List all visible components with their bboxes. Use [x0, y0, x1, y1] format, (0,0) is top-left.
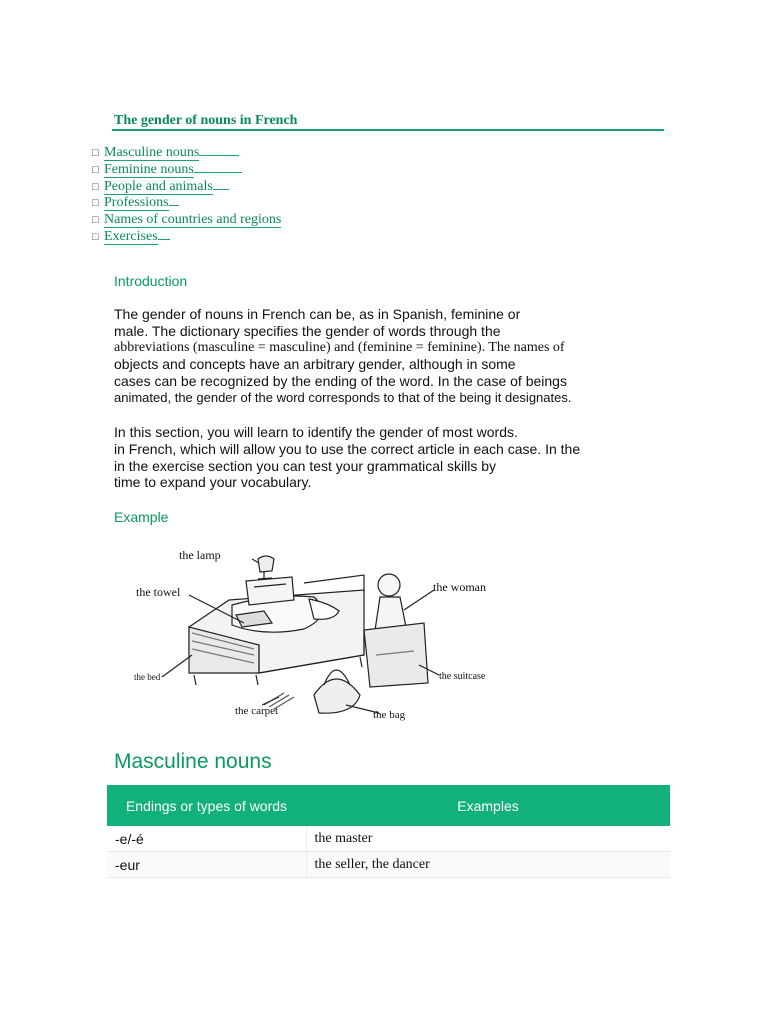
- label-towel: the towel: [136, 585, 181, 599]
- toc-item-countries[interactable]: [92, 212, 281, 229]
- table-row: [107, 826, 670, 852]
- toc-link-label[interactable]: Professions: [104, 195, 169, 211]
- paragraph-line: cases can be recognized by the ending of the word. In the case of beings: [114, 373, 567, 390]
- page-title: The gender of nouns in French: [114, 113, 298, 128]
- label-carpet: the carpet: [235, 705, 279, 717]
- toc-item-exercises[interactable]: [92, 229, 281, 246]
- toc-item-feminine[interactable]: [92, 162, 281, 179]
- toc-link-label[interactable]: Feminine nouns: [104, 161, 194, 177]
- example-heading: Example: [114, 509, 169, 525]
- paragraph-line: in French, which will allow you to use the correct article in each case. In the: [114, 440, 581, 457]
- paragraph-line: objects and concepts have an arbitrary gender, although in some: [114, 356, 516, 373]
- column-header-examples: Examples: [306, 785, 670, 826]
- toc-link-label[interactable]: People and animals: [104, 178, 213, 194]
- label-woman: the woman: [433, 580, 486, 594]
- checkbox-icon: □: [92, 163, 99, 176]
- paragraph-line: The gender of nouns in French can be, as in Spanish, feminine or: [114, 306, 521, 322]
- label-suitcase: the suitcase: [439, 671, 486, 682]
- introduction-heading: Introduction: [114, 273, 188, 289]
- introduction-paragraph-1: [114, 306, 571, 407]
- label-lamp: the lamp: [179, 548, 221, 562]
- toc-item-people-animals[interactable]: [92, 179, 281, 196]
- table-of-contents: [92, 145, 281, 246]
- paragraph-line: animated, the gender of the word corresponds to that of the being it designates.: [114, 389, 572, 405]
- toc-item-professions[interactable]: [92, 195, 281, 212]
- paragraph-line: abbreviations (masculine = masculine) and (feminine = feminine). The names of: [114, 339, 565, 355]
- paragraph-line: In this section, you will learn to identify the gender of most words.: [114, 424, 518, 440]
- table-row: [107, 852, 670, 878]
- masculine-nouns-table: [107, 785, 670, 878]
- paragraph-line: in the exercise section you can test your grammatical skills by: [114, 457, 497, 474]
- cell-examples: the seller, the dancer: [306, 852, 670, 878]
- paragraph-line: time to expand your vocabulary.: [114, 474, 312, 491]
- toc-link-label[interactable]: Names of countries and regions: [104, 212, 282, 228]
- toc-link-label[interactable]: Masculine nouns: [104, 145, 200, 160]
- label-bag: the bag: [373, 709, 406, 721]
- toc-link-label[interactable]: Exercises: [104, 228, 158, 244]
- checkbox-icon: □: [92, 197, 99, 210]
- label-bed: the bed: [134, 672, 161, 682]
- column-header-endings: Endings or types of words: [107, 785, 306, 826]
- checkbox-icon: □: [92, 230, 99, 243]
- introduction-paragraph-2: [114, 424, 580, 491]
- masculine-nouns-heading: Masculine nouns: [114, 750, 272, 773]
- checkbox-icon: □: [92, 180, 99, 193]
- checkbox-icon: □: [92, 147, 99, 159]
- cell-ending: -e/-é: [107, 826, 306, 852]
- table-header-row: [107, 785, 670, 826]
- cell-examples: the master: [306, 826, 670, 852]
- paragraph-line: male. The dictionary specifies the gender of words through the: [114, 322, 501, 339]
- checkbox-icon: □: [92, 214, 99, 227]
- title-divider: [112, 129, 664, 131]
- bedroom-illustration: [114, 545, 499, 725]
- cell-ending: -eur: [107, 852, 306, 878]
- toc-item-masculine[interactable]: [92, 145, 281, 162]
